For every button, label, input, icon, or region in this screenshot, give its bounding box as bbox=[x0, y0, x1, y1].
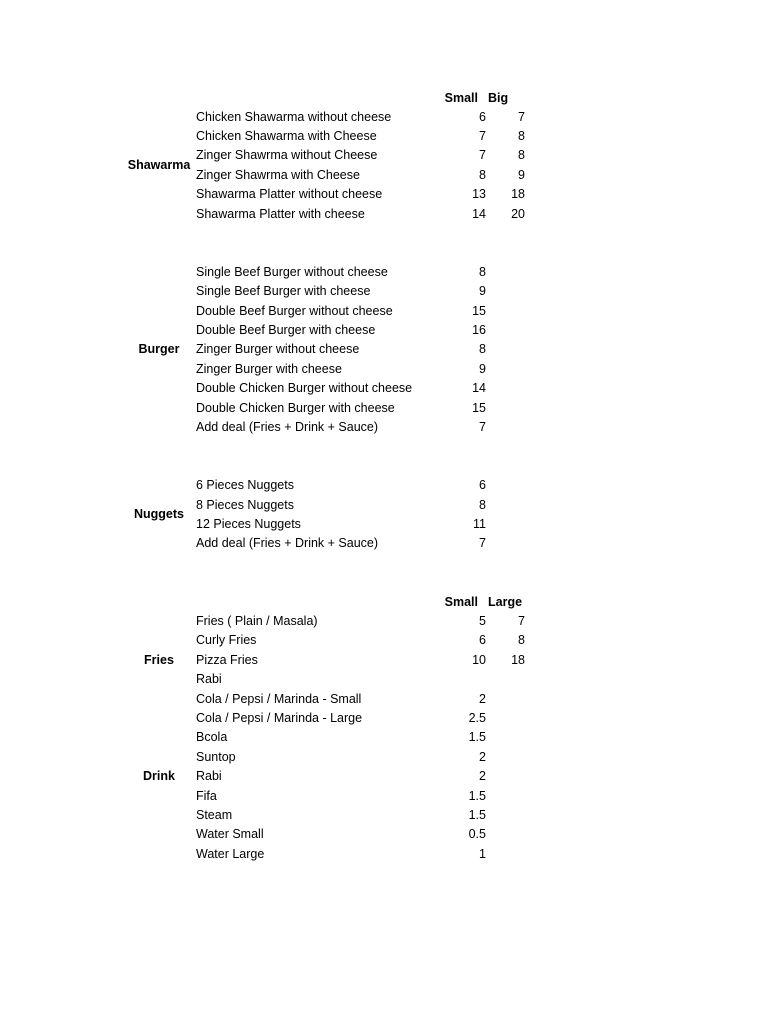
price: 0.5 bbox=[468, 827, 486, 842]
menu-row bbox=[0, 728, 768, 747]
item-name: Chicken Shawarma with Cheese bbox=[196, 129, 377, 143]
item-name: Add deal (Fries + Drink + Sauce) bbox=[196, 420, 379, 434]
header-row-1 bbox=[0, 89, 768, 108]
price-small: 15 bbox=[472, 400, 486, 415]
item-name: Single Beef Burger without cheese bbox=[196, 264, 388, 279]
item-name: Water Small bbox=[196, 827, 264, 842]
price: 1 bbox=[479, 846, 486, 861]
price-small: 8 bbox=[479, 497, 486, 512]
price-small: 15 bbox=[472, 303, 486, 318]
menu-row bbox=[0, 709, 768, 728]
menu-row bbox=[0, 670, 768, 689]
item-name: Add deal (Fries + Drink + Sauce) bbox=[196, 536, 379, 551]
price-small: 8 bbox=[479, 342, 486, 357]
price: 2 bbox=[479, 691, 486, 706]
menu-row bbox=[0, 690, 768, 709]
menu-row bbox=[0, 476, 768, 495]
menu-row bbox=[0, 418, 768, 437]
item-name: Bcola bbox=[196, 730, 228, 745]
item-name: Suntop bbox=[196, 749, 236, 764]
menu-row bbox=[0, 631, 768, 650]
menu-row bbox=[0, 321, 768, 340]
category-shawarma: Shawarma bbox=[127, 157, 191, 172]
price-small: 7 bbox=[479, 536, 486, 551]
item-name: 6 Pieces Nuggets bbox=[196, 478, 294, 493]
menu-row bbox=[0, 534, 768, 553]
menu-row bbox=[0, 360, 768, 379]
price-large: 18 bbox=[511, 652, 525, 667]
price-large: 8 bbox=[518, 633, 525, 648]
price-small: 9 bbox=[479, 284, 486, 299]
price-big: 7 bbox=[518, 109, 525, 124]
price-small: 8 bbox=[479, 264, 486, 279]
item-name: Curly Fries bbox=[196, 633, 257, 648]
price-large: 7 bbox=[518, 614, 525, 628]
menu-row bbox=[0, 651, 768, 670]
menu-row bbox=[0, 127, 768, 146]
price-small: 11 bbox=[473, 517, 486, 531]
price-small: 7 bbox=[479, 129, 486, 143]
price-small: 14 bbox=[472, 381, 486, 396]
item-name: Shawarma Platter without cheese bbox=[196, 187, 383, 202]
price-small: 5 bbox=[479, 614, 486, 628]
price-small: 9 bbox=[479, 361, 486, 376]
item-name: Cola / Pepsi / Marinda - Large bbox=[196, 711, 363, 725]
item-name: Shawarma Platter with cheese bbox=[196, 206, 365, 221]
header-big: Big bbox=[488, 91, 509, 105]
menu-row bbox=[0, 787, 768, 806]
price-big: 8 bbox=[518, 129, 525, 143]
header-row-2 bbox=[0, 593, 768, 612]
item-name: Pizza Fries bbox=[196, 652, 258, 667]
item-name: Zinger Burger with cheese bbox=[196, 361, 342, 376]
menu-row bbox=[0, 767, 768, 786]
item-name: Rabi bbox=[196, 672, 222, 687]
item-name: Rabi bbox=[196, 769, 222, 784]
price-small: 10 bbox=[472, 652, 486, 667]
price-small: 7 bbox=[479, 420, 486, 434]
header-small: Small bbox=[444, 91, 478, 105]
menu-row bbox=[0, 108, 768, 127]
item-name: 12 Pieces Nuggets bbox=[196, 517, 301, 531]
price-big: 8 bbox=[518, 148, 525, 163]
item-name: Zinger Shawrma without Cheese bbox=[196, 148, 378, 163]
item-name: Fifa bbox=[196, 788, 217, 803]
price-small: 6 bbox=[479, 633, 486, 648]
price: 2 bbox=[479, 769, 486, 784]
menu-row bbox=[0, 399, 768, 418]
item-name: Fries ( Plain / Masala) bbox=[196, 614, 318, 628]
menu-row bbox=[0, 515, 768, 534]
menu-row bbox=[0, 263, 768, 282]
category-nuggets: Nuggets bbox=[134, 507, 184, 521]
menu-row bbox=[0, 748, 768, 767]
item-name: Zinger Shawrma with Cheese bbox=[196, 167, 360, 182]
menu-row bbox=[0, 825, 768, 844]
item-name: Steam bbox=[196, 808, 233, 822]
header-small: Small bbox=[444, 594, 478, 609]
price-small: 7 bbox=[479, 148, 486, 163]
item-name: Double Beef Burger with cheese bbox=[196, 323, 376, 337]
price: 2 bbox=[479, 749, 486, 764]
price-small: 13 bbox=[472, 187, 486, 202]
item-name: Double Beef Burger without cheese bbox=[196, 303, 393, 318]
price-small: 14 bbox=[472, 206, 486, 221]
menu-row bbox=[0, 340, 768, 359]
price-small: 6 bbox=[479, 109, 486, 124]
price: 1.5 bbox=[468, 730, 486, 745]
item-name: Zinger Burger without cheese bbox=[196, 342, 360, 357]
price-big: 18 bbox=[511, 187, 525, 202]
item-name: Double Chicken Burger with cheese bbox=[196, 400, 395, 415]
item-name: Double Chicken Burger without cheese bbox=[196, 381, 413, 396]
menu-row bbox=[0, 282, 768, 301]
price-small: 16 bbox=[472, 323, 486, 337]
item-name: Cola / Pepsi / Marinda - Small bbox=[196, 691, 362, 706]
menu-row bbox=[0, 612, 768, 631]
category-drink: Drink bbox=[143, 769, 175, 784]
item-name: Single Beef Burger with cheese bbox=[196, 284, 371, 299]
menu-row bbox=[0, 379, 768, 398]
item-name: 8 Pieces Nuggets bbox=[196, 497, 294, 512]
header-large: Large bbox=[488, 594, 523, 609]
price-small: 8 bbox=[479, 167, 486, 182]
item-name: Chicken Shawarma without cheese bbox=[196, 109, 392, 124]
price-big: 9 bbox=[518, 167, 525, 182]
price: 1.5 bbox=[468, 808, 486, 822]
price-big: 20 bbox=[511, 206, 525, 221]
menu-row bbox=[0, 166, 768, 185]
menu-row bbox=[0, 496, 768, 515]
price: 2.5 bbox=[468, 711, 486, 725]
menu-row bbox=[0, 845, 768, 864]
menu-row bbox=[0, 302, 768, 321]
price-small: 6 bbox=[479, 478, 486, 493]
menu-row bbox=[0, 146, 768, 165]
price: 1.5 bbox=[468, 788, 486, 803]
menu-row bbox=[0, 205, 768, 224]
item-name: Water Large bbox=[196, 846, 265, 861]
category-burger: Burger bbox=[138, 341, 180, 356]
menu-row bbox=[0, 185, 768, 204]
menu-row bbox=[0, 806, 768, 825]
category-fries: Fries bbox=[144, 652, 174, 667]
